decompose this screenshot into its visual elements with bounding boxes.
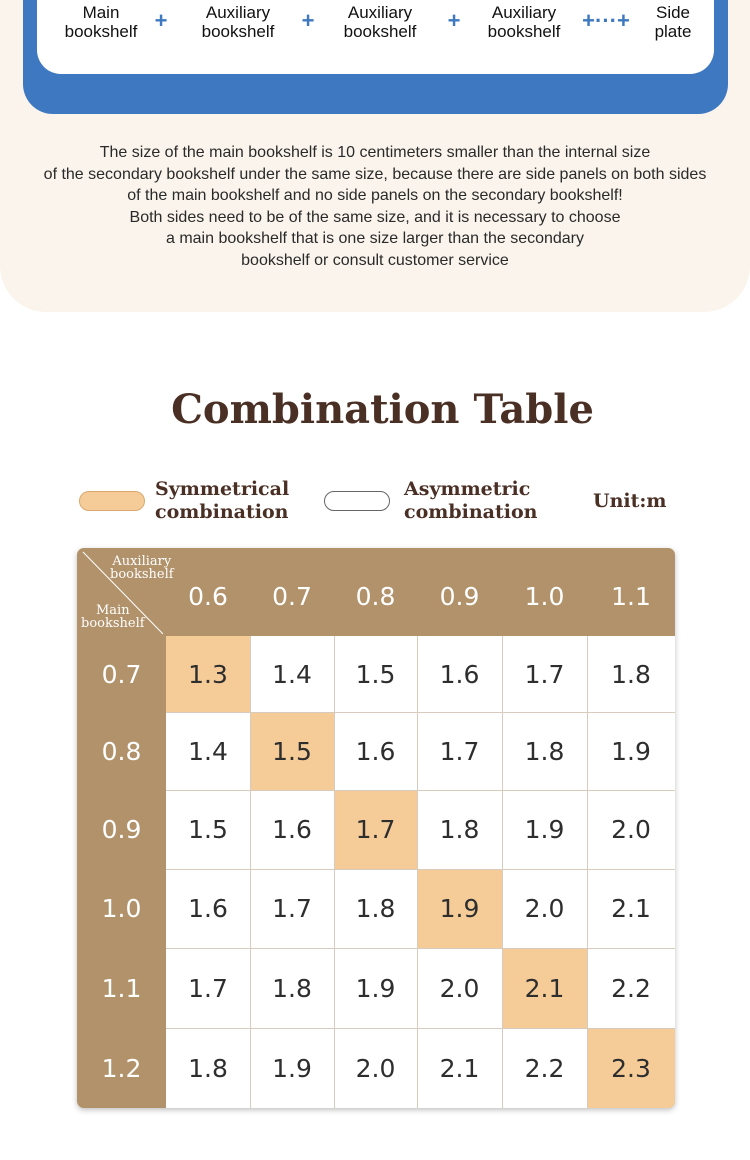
plus-icon: + bbox=[154, 8, 168, 33]
symmetrical-cell: 1.7 bbox=[334, 790, 417, 869]
row-header: 1.0 bbox=[101, 894, 142, 923]
symmetrical-cell: 1.5 bbox=[250, 712, 334, 790]
column-header: 0.8 bbox=[355, 581, 396, 611]
table-cell: 1.6 bbox=[334, 712, 417, 790]
table-cell: 1.5 bbox=[166, 790, 250, 869]
table-cell: 1.8 bbox=[334, 869, 417, 948]
table-cell: 2.0 bbox=[587, 790, 675, 869]
column-header: 0.6 bbox=[188, 581, 228, 611]
grid-line bbox=[166, 790, 675, 791]
table-cell: 1.9 bbox=[587, 712, 675, 790]
size-note bbox=[0, 142, 750, 271]
table-cell: 1.4 bbox=[166, 712, 250, 790]
grid-line bbox=[166, 712, 675, 713]
grid-line bbox=[417, 636, 418, 1108]
flow-item-auxiliary-bookshelf-2: Auxiliary bookshelf bbox=[343, 3, 417, 41]
table-cell: 1.8 bbox=[417, 790, 502, 869]
grid-line bbox=[166, 869, 675, 870]
grid-line bbox=[250, 636, 251, 1108]
table-cell: 2.1 bbox=[417, 1028, 502, 1108]
note-line: of the secondary bookshelf under the same size, because there are side panels on both sides bbox=[43, 165, 707, 183]
corner-auxiliary-label: Auxiliary bookshelf bbox=[110, 554, 174, 582]
note-line: of the main bookshelf and no side panels on the secondary bookshelf! bbox=[127, 187, 623, 204]
table-cell: 2.0 bbox=[502, 869, 587, 948]
symmetrical-swatch bbox=[79, 491, 145, 511]
legend-symmetrical-label: Symmetrical combination bbox=[155, 478, 290, 523]
table-cell: 2.0 bbox=[334, 1028, 417, 1108]
table-cell: 1.9 bbox=[250, 1028, 334, 1108]
table-cell: 1.7 bbox=[502, 636, 587, 712]
plus-ellipsis-icon: +···+ bbox=[582, 8, 630, 33]
flow-item-side-plate: Side plate bbox=[654, 3, 692, 41]
note-line: a main bookshelf that is one size larger than the secondary bbox=[165, 230, 585, 247]
symmetrical-cell: 1.9 bbox=[417, 869, 502, 948]
row-header: 1.2 bbox=[101, 1053, 142, 1083]
table-cell: 2.1 bbox=[587, 869, 675, 948]
table-cell: 1.4 bbox=[250, 636, 334, 712]
grid-line bbox=[334, 636, 335, 1108]
table-title: Combination Table bbox=[171, 386, 594, 433]
table-cell: 1.7 bbox=[250, 869, 334, 948]
table-cell: 1.7 bbox=[417, 712, 502, 790]
grid-line bbox=[502, 636, 503, 1108]
table-cell: 2.2 bbox=[502, 1028, 587, 1108]
table-cell: 1.6 bbox=[166, 869, 250, 948]
flow-item-auxiliary-bookshelf-3: Auxiliary bookshelf bbox=[487, 3, 561, 41]
asymmetric-swatch bbox=[324, 491, 390, 511]
table-cell: 1.8 bbox=[250, 948, 334, 1028]
row-header: 0.7 bbox=[101, 659, 142, 689]
flow-item-main-bookshelf: Main bookshelf bbox=[64, 3, 138, 41]
plus-icon: + bbox=[301, 8, 315, 33]
unit-label: Unit:m bbox=[593, 490, 667, 512]
row-header: 1.1 bbox=[101, 973, 142, 1003]
table-cell: 1.6 bbox=[417, 636, 502, 712]
table-cell: 1.9 bbox=[334, 948, 417, 1028]
table-cell: 1.5 bbox=[334, 636, 417, 712]
column-header: 1.0 bbox=[524, 581, 565, 611]
table-cell: 1.8 bbox=[587, 636, 675, 712]
grid-line bbox=[166, 948, 675, 949]
symmetrical-cell: 2.1 bbox=[502, 948, 587, 1028]
column-header: 1.1 bbox=[611, 581, 651, 611]
note-line: Both sides need to be of the same size, and it is necessary to choose bbox=[129, 208, 621, 226]
column-header: 0.7 bbox=[272, 581, 312, 611]
plus-icon: + bbox=[447, 8, 461, 33]
column-header: 0.9 bbox=[439, 581, 480, 611]
table-cell: 2.0 bbox=[417, 948, 502, 1028]
row-header: 0.9 bbox=[101, 815, 142, 844]
table-cell: 1.9 bbox=[502, 790, 587, 869]
legend-asymmetric-label: Asymmetric combination bbox=[404, 478, 538, 523]
flow-item-auxiliary-bookshelf-1: Auxiliary bookshelf bbox=[201, 3, 275, 41]
grid-line bbox=[587, 636, 588, 1108]
table-cell: 1.7 bbox=[166, 948, 250, 1028]
symmetrical-cell: 1.3 bbox=[166, 636, 250, 712]
grid-line bbox=[166, 1028, 675, 1029]
row-header: 0.8 bbox=[101, 736, 142, 766]
note-line: bookshelf or consult customer service bbox=[241, 251, 509, 269]
note-line: The size of the main bookshelf is 10 centimeters smaller than the internal size bbox=[99, 144, 651, 161]
table-cell: 1.8 bbox=[502, 712, 587, 790]
table-cell: 1.8 bbox=[166, 1028, 250, 1108]
table-cell: 2.2 bbox=[587, 948, 675, 1028]
combination-table bbox=[77, 548, 675, 1108]
table-cell: 1.6 bbox=[250, 790, 334, 869]
corner-main-label: Main bookshelf bbox=[81, 603, 145, 631]
symmetrical-cell: 2.3 bbox=[587, 1028, 675, 1108]
